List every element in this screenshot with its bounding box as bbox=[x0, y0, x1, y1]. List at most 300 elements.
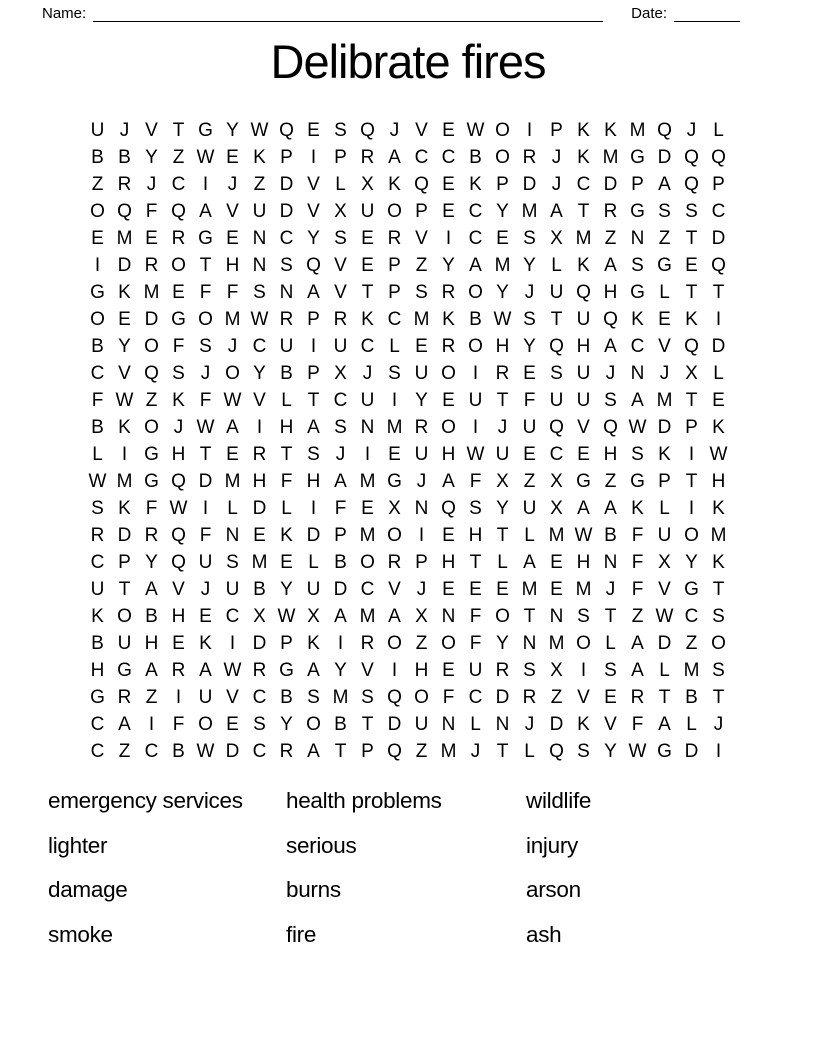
grid-cell: A bbox=[577, 498, 590, 520]
grid-cell: U bbox=[522, 417, 537, 439]
grid-cell: S bbox=[226, 552, 239, 574]
grid-cell: Q bbox=[387, 687, 402, 709]
grid-cell: G bbox=[387, 471, 402, 493]
grid-cell: P bbox=[280, 633, 293, 655]
grid-cell: O bbox=[387, 525, 402, 547]
grid-cell: V bbox=[226, 201, 239, 223]
grid-cell: W bbox=[250, 120, 269, 142]
grid-cell: D bbox=[252, 498, 267, 520]
grid-cell: W bbox=[709, 444, 728, 466]
grid-cell: W bbox=[655, 606, 674, 628]
grid-cell: W bbox=[169, 498, 188, 520]
grid-cell: K bbox=[577, 255, 590, 277]
grid-cell: Y bbox=[685, 552, 698, 574]
grid-cell: S bbox=[577, 741, 590, 763]
grid-cell: F bbox=[469, 606, 482, 628]
grid-cell: C bbox=[90, 363, 105, 385]
grid-cell: A bbox=[307, 660, 320, 682]
grid-cell: W bbox=[466, 444, 485, 466]
grid-cell: T bbox=[118, 579, 131, 601]
grid-cell: F bbox=[172, 336, 185, 358]
grid-cell: Z bbox=[415, 255, 428, 277]
grid-cell: D bbox=[657, 633, 672, 655]
grid-cell: J bbox=[659, 363, 670, 385]
grid-cell: R bbox=[252, 660, 267, 682]
grid-cell: I bbox=[256, 417, 263, 439]
grid-cell: U bbox=[90, 579, 105, 601]
grid-cell: Q bbox=[171, 552, 186, 574]
grid-cell: S bbox=[469, 498, 482, 520]
grid-cell: Z bbox=[550, 687, 563, 709]
grid-cell: S bbox=[334, 417, 347, 439]
grid-cell: N bbox=[360, 417, 375, 439]
grid-cell: G bbox=[684, 579, 699, 601]
grid-cell: O bbox=[441, 633, 456, 655]
grid-cell: S bbox=[307, 687, 320, 709]
grid-cell: K bbox=[631, 309, 644, 331]
grid-cell: L bbox=[497, 552, 508, 574]
grid-cell: P bbox=[307, 309, 320, 331]
grid-cell: T bbox=[712, 282, 725, 304]
grid-cell: X bbox=[388, 498, 401, 520]
grid-cell: M bbox=[494, 255, 511, 277]
grid-cell: M bbox=[359, 525, 376, 547]
grid-cell: U bbox=[333, 336, 348, 358]
grid-cell: R bbox=[117, 687, 132, 709]
grid-cell: P bbox=[118, 552, 131, 574]
grid-cell: T bbox=[685, 471, 698, 493]
grid-cell: B bbox=[334, 552, 347, 574]
grid-cell: H bbox=[90, 660, 105, 682]
grid-cell: C bbox=[90, 552, 105, 574]
grid-cell: E bbox=[442, 390, 455, 412]
grid-cell: T bbox=[496, 390, 509, 412]
grid-cell: S bbox=[604, 660, 617, 682]
word-item: fire bbox=[286, 921, 317, 947]
grid-cell: C bbox=[576, 174, 591, 196]
grid-cell: Z bbox=[118, 741, 131, 763]
grid-cell: Q bbox=[414, 174, 429, 196]
grid-cell: R bbox=[279, 741, 294, 763]
grid-cell: I bbox=[175, 687, 182, 709]
grid-cell: G bbox=[657, 741, 672, 763]
grid-cell: T bbox=[550, 309, 563, 331]
grid-cell: O bbox=[90, 309, 105, 331]
grid-cell: F bbox=[199, 525, 212, 547]
grid-cell: L bbox=[335, 174, 346, 196]
grid-cell: D bbox=[225, 741, 240, 763]
grid-cell: F bbox=[199, 390, 212, 412]
grid-cell: I bbox=[472, 363, 479, 385]
grid-cell: X bbox=[334, 363, 347, 385]
grid-cell: W bbox=[196, 417, 215, 439]
grid-cell: E bbox=[658, 309, 671, 331]
grid-cell: S bbox=[334, 120, 347, 142]
grid-cell: B bbox=[334, 714, 347, 736]
grid-cell: O bbox=[495, 606, 510, 628]
grid-cell: V bbox=[334, 282, 347, 304]
grid-cell: Q bbox=[549, 336, 564, 358]
grid-cell: D bbox=[198, 471, 213, 493]
grid-cell: K bbox=[199, 633, 212, 655]
grid-cell: A bbox=[550, 201, 563, 223]
grid-cell: C bbox=[441, 147, 456, 169]
grid-cell: O bbox=[90, 201, 105, 223]
grid-cell: D bbox=[711, 228, 726, 250]
grid-cell: R bbox=[144, 255, 159, 277]
grid-cell: F bbox=[469, 471, 482, 493]
grid-cell: O bbox=[441, 363, 456, 385]
grid-cell: F bbox=[631, 714, 644, 736]
grid-cell: E bbox=[361, 498, 374, 520]
grid-cell: F bbox=[334, 498, 347, 520]
grid-cell: B bbox=[253, 579, 266, 601]
grid-cell: R bbox=[603, 201, 618, 223]
grid-cell: N bbox=[279, 282, 294, 304]
grid-cell: O bbox=[144, 336, 159, 358]
grid-cell: E bbox=[469, 579, 482, 601]
grid-cell: D bbox=[495, 687, 510, 709]
grid-cell: Q bbox=[603, 309, 618, 331]
grid-cell: R bbox=[252, 444, 267, 466]
word-item: burns bbox=[286, 877, 341, 903]
grid-cell: V bbox=[577, 417, 590, 439]
grid-cell: T bbox=[604, 606, 617, 628]
grid-cell: K bbox=[118, 417, 131, 439]
grid-cell: U bbox=[306, 579, 321, 601]
grid-cell: E bbox=[604, 687, 617, 709]
grid-cell: A bbox=[604, 336, 617, 358]
grid-cell: M bbox=[521, 201, 538, 223]
grid-cell: Z bbox=[172, 147, 185, 169]
grid-cell: Y bbox=[145, 552, 158, 574]
grid-cell: A bbox=[388, 147, 401, 169]
grid-cell: Q bbox=[684, 147, 699, 169]
grid-cell: J bbox=[551, 174, 562, 196]
grid-cell: D bbox=[117, 255, 132, 277]
grid-cell: K bbox=[685, 309, 698, 331]
grid-cell: K bbox=[118, 282, 131, 304]
grid-cell: E bbox=[280, 552, 293, 574]
grid-cell: T bbox=[685, 390, 698, 412]
grid-cell: S bbox=[631, 444, 644, 466]
grid-cell: G bbox=[657, 255, 672, 277]
grid-cell: S bbox=[577, 606, 590, 628]
grid-cell: V bbox=[145, 120, 158, 142]
grid-cell: R bbox=[279, 309, 294, 331]
grid-cell: M bbox=[224, 471, 241, 493]
grid-cell: Y bbox=[253, 363, 266, 385]
grid-cell: P bbox=[388, 255, 401, 277]
grid-cell: J bbox=[605, 579, 616, 601]
grid-cell: M bbox=[548, 633, 565, 655]
wordsearch-grid bbox=[84, 117, 732, 765]
grid-cell: N bbox=[549, 606, 564, 628]
grid-cell: T bbox=[685, 228, 698, 250]
date-blank-line bbox=[674, 8, 740, 22]
grid-cell: S bbox=[658, 201, 671, 223]
grid-cell: H bbox=[495, 336, 510, 358]
grid-cell: K bbox=[712, 417, 725, 439]
grid-cell: U bbox=[90, 120, 105, 142]
grid-cell: X bbox=[550, 471, 563, 493]
word-item: smoke bbox=[48, 921, 113, 947]
grid-cell: A bbox=[604, 255, 617, 277]
grid-cell: Z bbox=[253, 174, 266, 196]
grid-cell: N bbox=[630, 228, 645, 250]
grid-cell: G bbox=[171, 309, 186, 331]
grid-cell: K bbox=[577, 714, 590, 736]
word-item: damage bbox=[48, 877, 128, 903]
grid-cell: M bbox=[656, 390, 673, 412]
grid-cell: W bbox=[466, 120, 485, 142]
grid-cell: O bbox=[468, 336, 483, 358]
grid-cell: J bbox=[173, 417, 184, 439]
grid-cell: L bbox=[659, 282, 670, 304]
grid-cell: U bbox=[198, 552, 213, 574]
grid-cell: J bbox=[200, 363, 211, 385]
grid-cell: Y bbox=[523, 336, 536, 358]
grid-cell: A bbox=[145, 660, 158, 682]
grid-cell: I bbox=[202, 174, 209, 196]
grid-cell: I bbox=[715, 309, 722, 331]
grid-cell: Q bbox=[171, 471, 186, 493]
grid-cell: K bbox=[712, 498, 725, 520]
grid-cell: E bbox=[442, 120, 455, 142]
grid-cell: E bbox=[226, 714, 239, 736]
grid-cell: Y bbox=[604, 741, 617, 763]
grid-cell: A bbox=[118, 714, 131, 736]
grid-cell: O bbox=[495, 147, 510, 169]
grid-cell: N bbox=[252, 255, 267, 277]
grid-cell: F bbox=[172, 714, 185, 736]
grid-cell: I bbox=[310, 147, 317, 169]
grid-cell: H bbox=[252, 471, 267, 493]
grid-cell: A bbox=[199, 660, 212, 682]
grid-cell: D bbox=[711, 336, 726, 358]
grid-cell: P bbox=[631, 174, 644, 196]
grid-cell: D bbox=[657, 417, 672, 439]
grid-cell: D bbox=[387, 714, 402, 736]
grid-cell: C bbox=[225, 606, 240, 628]
grid-cell: C bbox=[252, 687, 267, 709]
grid-cell: M bbox=[575, 579, 592, 601]
grid-cell: S bbox=[361, 687, 374, 709]
grid-cell: K bbox=[388, 174, 401, 196]
grid-cell: Y bbox=[334, 660, 347, 682]
grid-cell: T bbox=[523, 606, 536, 628]
grid-cell: A bbox=[307, 417, 320, 439]
grid-cell: O bbox=[684, 525, 699, 547]
grid-cell: M bbox=[521, 579, 538, 601]
grid-cell: L bbox=[281, 390, 292, 412]
grid-cell: G bbox=[630, 282, 645, 304]
grid-cell: C bbox=[468, 201, 483, 223]
grid-cell: K bbox=[658, 444, 671, 466]
grid-cell: M bbox=[116, 228, 133, 250]
grid-cell: S bbox=[91, 498, 104, 520]
grid-cell: C bbox=[144, 741, 159, 763]
grid-cell: C bbox=[279, 228, 294, 250]
grid-cell: C bbox=[252, 741, 267, 763]
grid-cell: N bbox=[495, 714, 510, 736]
grid-cell: Y bbox=[280, 579, 293, 601]
grid-cell: F bbox=[91, 390, 104, 412]
grid-cell: T bbox=[658, 687, 671, 709]
header bbox=[0, 0, 816, 23]
word-list-column-1 bbox=[48, 779, 286, 957]
grid-cell: S bbox=[685, 201, 698, 223]
grid-cell: L bbox=[470, 714, 481, 736]
grid-cell: U bbox=[117, 633, 132, 655]
grid-cell: U bbox=[468, 390, 483, 412]
grid-cell: M bbox=[251, 552, 268, 574]
grid-cell: S bbox=[172, 363, 185, 385]
grid-cell: V bbox=[388, 579, 401, 601]
grid-cell: H bbox=[171, 606, 186, 628]
grid-cell: W bbox=[88, 471, 107, 493]
grid-cell: G bbox=[198, 120, 213, 142]
grid-cell: E bbox=[361, 228, 374, 250]
grid-cell: M bbox=[143, 282, 160, 304]
grid-cell: E bbox=[199, 606, 212, 628]
grid-cell: Y bbox=[415, 390, 428, 412]
grid-cell: S bbox=[199, 336, 212, 358]
grid-cell: R bbox=[522, 147, 537, 169]
grid-cell: E bbox=[685, 255, 698, 277]
grid-cell: A bbox=[334, 471, 347, 493]
grid-cell: J bbox=[686, 120, 697, 142]
name-blank-line bbox=[93, 8, 603, 22]
grid-cell: C bbox=[333, 390, 348, 412]
grid-cell: W bbox=[493, 309, 512, 331]
grid-cell: O bbox=[495, 120, 510, 142]
grid-cell: T bbox=[172, 120, 185, 142]
grid-cell: R bbox=[495, 660, 510, 682]
grid-cell: M bbox=[332, 687, 349, 709]
grid-cell: O bbox=[117, 606, 132, 628]
grid-cell: M bbox=[629, 120, 646, 142]
word-list-column-3 bbox=[526, 779, 816, 957]
grid-cell: H bbox=[279, 417, 294, 439]
grid-cell: U bbox=[414, 444, 429, 466]
grid-cell: G bbox=[630, 201, 645, 223]
grid-cell: Q bbox=[306, 255, 321, 277]
grid-cell: O bbox=[198, 714, 213, 736]
grid-cell: V bbox=[415, 228, 428, 250]
grid-cell: G bbox=[576, 471, 591, 493]
grid-cell: J bbox=[146, 174, 157, 196]
grid-cell: O bbox=[225, 363, 240, 385]
grid-cell: E bbox=[442, 174, 455, 196]
grid-cell: Q bbox=[441, 498, 456, 520]
grid-cell: C bbox=[549, 444, 564, 466]
grid-cell: N bbox=[522, 633, 537, 655]
grid-cell: B bbox=[91, 336, 104, 358]
grid-cell: S bbox=[307, 444, 320, 466]
grid-cell: T bbox=[712, 687, 725, 709]
grid-cell: T bbox=[199, 255, 212, 277]
grid-cell: E bbox=[496, 579, 509, 601]
grid-cell: A bbox=[145, 579, 158, 601]
grid-cell: H bbox=[603, 282, 618, 304]
grid-cell: Q bbox=[279, 120, 294, 142]
grid-cell: J bbox=[362, 363, 373, 385]
grid-cell: P bbox=[307, 363, 320, 385]
grid-cell: P bbox=[496, 174, 509, 196]
grid-cell: M bbox=[386, 417, 403, 439]
grid-cell: Y bbox=[307, 228, 320, 250]
grid-cell: H bbox=[144, 633, 159, 655]
grid-cell: G bbox=[90, 282, 105, 304]
grid-cell: D bbox=[603, 174, 618, 196]
grid-cell: Q bbox=[360, 120, 375, 142]
grid-cell: E bbox=[226, 147, 239, 169]
grid-cell: O bbox=[576, 633, 591, 655]
grid-cell: B bbox=[604, 525, 617, 547]
grid-cell: W bbox=[223, 390, 242, 412]
grid-cell: D bbox=[549, 714, 564, 736]
grid-cell: D bbox=[279, 201, 294, 223]
grid-cell: Q bbox=[549, 741, 564, 763]
grid-cell: Z bbox=[631, 606, 644, 628]
grid-cell: M bbox=[116, 471, 133, 493]
grid-cell: M bbox=[575, 228, 592, 250]
grid-cell: E bbox=[226, 444, 239, 466]
grid-cell: R bbox=[144, 525, 159, 547]
grid-cell: B bbox=[172, 741, 185, 763]
grid-cell: U bbox=[414, 714, 429, 736]
grid-cell: M bbox=[359, 471, 376, 493]
grid-cell: C bbox=[171, 174, 186, 196]
grid-cell: E bbox=[145, 228, 158, 250]
grid-cell: K bbox=[172, 390, 185, 412]
grid-cell: R bbox=[171, 228, 186, 250]
grid-cell: K bbox=[91, 606, 104, 628]
grid-cell: P bbox=[550, 120, 563, 142]
grid-cell: T bbox=[361, 714, 374, 736]
grid-cell: W bbox=[628, 741, 647, 763]
grid-cell: U bbox=[549, 390, 564, 412]
grid-cell: V bbox=[361, 660, 374, 682]
grid-cell: V bbox=[604, 714, 617, 736]
grid-cell: F bbox=[145, 201, 158, 223]
grid-cell: U bbox=[360, 201, 375, 223]
grid-cell: V bbox=[226, 687, 239, 709]
grid-cell: W bbox=[196, 741, 215, 763]
grid-cell: Y bbox=[118, 336, 131, 358]
grid-cell: G bbox=[630, 147, 645, 169]
grid-cell: R bbox=[171, 660, 186, 682]
grid-cell: T bbox=[307, 390, 320, 412]
grid-cell: Q bbox=[387, 741, 402, 763]
grid-cell: O bbox=[441, 417, 456, 439]
grid-cell: E bbox=[712, 390, 725, 412]
grid-cell: I bbox=[202, 498, 209, 520]
grid-cell: I bbox=[310, 498, 317, 520]
grid-cell: U bbox=[549, 282, 564, 304]
page-title: Delibrate fires bbox=[270, 35, 546, 88]
grid-cell: L bbox=[92, 444, 103, 466]
grid-cell: S bbox=[280, 255, 293, 277]
grid-cell: Y bbox=[496, 201, 509, 223]
grid-cell: L bbox=[659, 660, 670, 682]
grid-cell: N bbox=[441, 606, 456, 628]
grid-cell: C bbox=[360, 336, 375, 358]
word-list bbox=[48, 779, 816, 957]
grid-cell: E bbox=[577, 444, 590, 466]
grid-cell: O bbox=[144, 417, 159, 439]
